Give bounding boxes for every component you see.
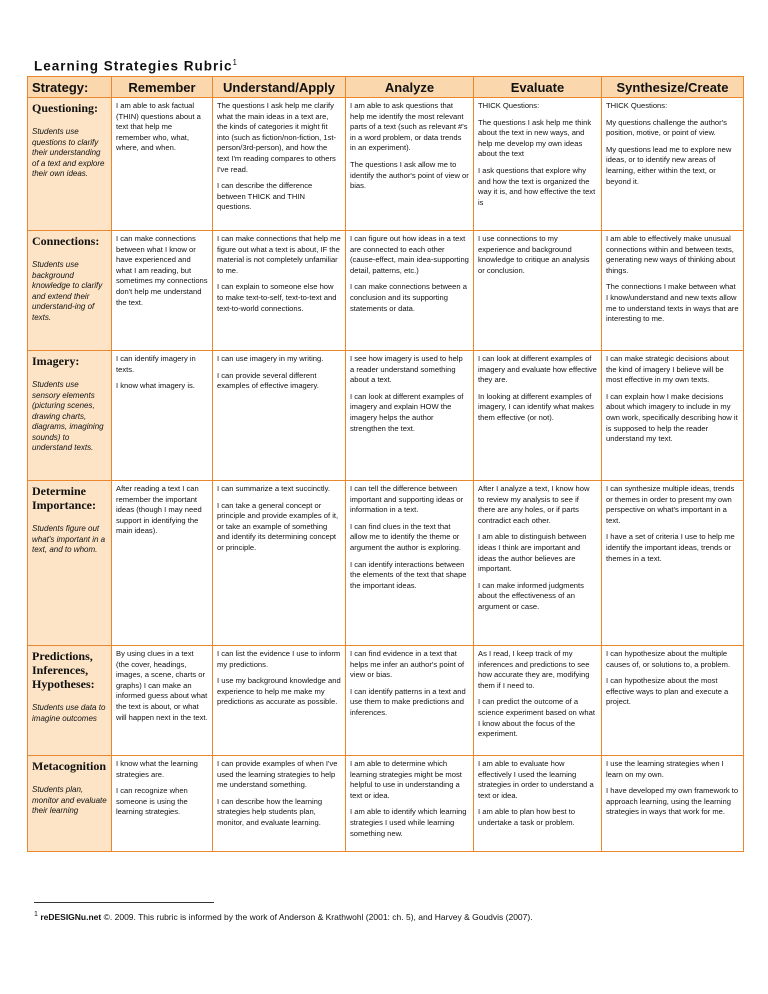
page-title	[34, 58, 238, 74]
rubric-cell	[346, 351, 474, 481]
cell-paragraph: I can tell the difference between important and supporting ideas or information in a text.	[350, 484, 464, 515]
cell-paragraph: I know what imagery is.	[116, 381, 195, 391]
cell-paragraph: I can describe the difference between THICK and THIN questions.	[217, 181, 313, 212]
cell-paragraph: I can find evidence in a text that helps me infer an author's point of view or bias.	[350, 649, 465, 680]
rubric-cell	[602, 351, 744, 481]
table-row	[28, 646, 744, 756]
table-row	[28, 481, 744, 646]
title-footnote-mark: 1	[232, 58, 238, 67]
cell-paragraph: I can hypothesize about the most effective ways to plan and execute a project.	[606, 676, 729, 707]
strategy-description: Students use questions to clarify their understanding of a text and explore their own ideas.	[32, 127, 105, 178]
strategy-name: Metacognition	[32, 759, 106, 773]
rubric-cell	[602, 98, 744, 231]
cell-paragraph: I use my background knowledge and experience to help me make my predictions as accurate as possible.	[217, 676, 341, 707]
cell-paragraph: THICK Questions:	[606, 101, 668, 110]
cell-paragraph: My questions lead me to explore new ideas, or to identify new areas of learning, either within the text, or beyond it.	[606, 144, 732, 186]
cell-paragraph: I use connections to my experience and background knowledge to critique an analysis or conclusion.	[478, 234, 590, 275]
cell-paragraph: I am able to plan how best to undertake a task or problem.	[478, 807, 576, 827]
cell-paragraph: I ask questions that explore why and how the text is organized the way it is, and how effective the text is	[478, 165, 596, 207]
strategy-name: Imagery:	[32, 354, 80, 368]
cell-paragraph: I am able to effectively make unusual connections within and between texts, generating new ways of thinking about things.	[606, 234, 736, 275]
footnote-brand: reDESIGNu.net	[40, 911, 102, 922]
strategy-cell	[28, 231, 112, 351]
cell-paragraph: I can make connections between a conclusion and its supporting statements or data.	[350, 282, 467, 313]
rubric-cell	[112, 756, 213, 852]
cell-paragraph: I see how imagery is used to help a reader understand something about a text.	[350, 354, 463, 385]
cell-paragraph: I am able to evaluate how effectively I used the learning strategies in order to understand a text or idea.	[478, 759, 594, 800]
cell-paragraph: I can describe how the learning strategies help students plan, monitor, and evaluate learning.	[217, 796, 323, 827]
cell-paragraph: I have a set of criteria I use to help me identify the important ideas, trends or themes in a text.	[606, 532, 735, 563]
header-synthesize-create: Synthesize/Create	[602, 77, 744, 98]
rubric-cell	[474, 351, 602, 481]
cell-paragraph: I can find clues in the text that allow me to identify the theme or argument the author is exploring.	[350, 521, 462, 552]
rubric-cell	[602, 756, 744, 852]
footnote	[34, 910, 533, 922]
header-remember: Remember	[112, 77, 213, 98]
header-row	[28, 77, 744, 98]
cell-paragraph: I can hypothesize about the multiple causes of, or solutions to, a problem.	[606, 649, 731, 669]
rubric-cell	[346, 231, 474, 351]
rubric-cell	[602, 646, 744, 756]
header-analyze: Analyze	[346, 77, 474, 98]
cell-paragraph: I can recognize when someone is using the learning strategies.	[116, 786, 188, 817]
cell-paragraph: I am able to determine which learning strategies might be most helpful to use in understanding a text or idea.	[350, 759, 462, 800]
cell-paragraph: I can look at different examples of imagery and evaluate how effective they are.	[478, 354, 597, 385]
footnote-divider	[34, 902, 214, 903]
cell-paragraph: I can identify patterns in a text and use them to make predictions and inferences.	[350, 686, 466, 717]
title-text: Learning Strategies Rubric	[34, 58, 233, 74]
cell-paragraph: I can explain how I make decisions about which imagery to include in my own work, specifically describing how it is supposed to help the reader understand my text.	[606, 391, 738, 444]
strategy-description: Students use background knowledge to clarify and extend their understand-ing of texts.	[32, 260, 103, 322]
strategy-name: Predictions, Inferences, Hypotheses:	[32, 649, 95, 691]
strategy-description: Students use data to imagine outcomes	[32, 703, 106, 723]
rubric-cell	[112, 231, 213, 351]
rubric-cell	[213, 756, 346, 852]
cell-paragraph: I can provide several different examples of effective imagery.	[217, 370, 319, 391]
rubric-cell	[213, 481, 346, 646]
rubric-cell	[346, 646, 474, 756]
cell-paragraph: After reading a text I can remember the important ideas (though I may need support in identifying the main ideas).	[116, 484, 202, 536]
cell-paragraph: I use the learning strategies when I learn on my own.	[606, 759, 724, 779]
cell-paragraph: My questions challenge the author's position, motive, or point of view.	[606, 117, 727, 138]
strategy-description: Students figure out what's important in a text, and to whom.	[32, 524, 106, 554]
strategy-name: Connections:	[32, 234, 100, 248]
rubric-cell	[474, 231, 602, 351]
cell-paragraph: THICK Questions:	[478, 101, 540, 110]
cell-paragraph: I can provide examples of when I've used the learning strategies to help me understand something.	[217, 759, 338, 790]
rubric-cell	[474, 481, 602, 646]
cell-paragraph: The questions I ask allow me to identify the author's point of view or bias.	[350, 159, 469, 191]
cell-paragraph: The questions I ask help me clarify what the main ideas in a text are, the kinds of categories it might fit into (such as fiction/non-fiction, 1st-person/3rd-person), and how the text I'm reading compares to others I've read.	[217, 101, 337, 174]
rubric-cell	[213, 646, 346, 756]
strategy-cell	[28, 481, 112, 646]
strategy-cell	[28, 646, 112, 756]
rubric-cell	[112, 646, 213, 756]
strategy-cell	[28, 98, 112, 231]
cell-paragraph: In looking at different examples of imagery, I can identify what makes them effective (or not).	[478, 391, 594, 422]
cell-paragraph: I am able to distinguish between ideas I think are important and ideas the author believes are important.	[478, 532, 587, 574]
footnote-text: ©. 2009. This rubric is informed by the work of Anderson & Krathwohl (2001: ch. 5), and Harvey & Goudvis (2007).	[103, 911, 533, 922]
strategy-description: Students use sensory elements (picturing scenes, drawing charts, diagrams, imagining sounds) to understand texts.	[32, 380, 104, 452]
cell-paragraph: The questions I ask help me think about the text in new ways, and help me develop my own ideas about the text	[478, 117, 592, 159]
cell-paragraph: I can list the evidence I use to inform my predictions.	[217, 649, 341, 669]
rubric-cell	[346, 481, 474, 646]
header-evaluate: Evaluate	[474, 77, 602, 98]
table-row	[28, 98, 744, 231]
strategy-name: Determine Importance:	[32, 484, 96, 512]
cell-paragraph: By using clues in a text (the cover, headings, images, a scene, charts or graphs) I can make an informed guess about what the text is about, or what will happen next in the text.	[116, 649, 208, 722]
rubric-cell	[112, 98, 213, 231]
cell-paragraph: I can predict the outcome of a science experiment based on what I know about the focus of the experiment.	[478, 697, 595, 739]
cell-paragraph: I can synthesize multiple ideas, trends or themes in order to present my own perspective on what's important in a text.	[606, 484, 735, 525]
rubric-cell	[346, 756, 474, 852]
header-strategy: Strategy:	[28, 77, 112, 98]
rubric-cell	[602, 481, 744, 646]
cell-paragraph: I can make informed judgments about the effectiveness of an argument or case.	[478, 580, 584, 611]
cell-paragraph: The connections I make between what I know/understand and new texts allow me to understand texts in ways that are interesting to me.	[606, 282, 739, 324]
cell-paragraph: I can figure out how ideas in a text are connected to each other (cause-effect, main idea-supporting detail, patterns, etc.)	[350, 234, 469, 275]
strategy-description: Students plan, monitor and evaluate their learning	[32, 785, 107, 815]
rubric-cell	[213, 98, 346, 231]
table-row	[28, 231, 744, 351]
cell-paragraph: I can identify interactions between the elements of the text that shape the important ideas.	[350, 559, 467, 590]
rubric-cell	[112, 351, 213, 481]
cell-paragraph: After I analyze a text, I know how to review my analysis to see if there are any holes, or if parts contradict each other.	[478, 484, 590, 525]
strategy-name: Questioning:	[32, 101, 99, 115]
rubric-cell	[474, 756, 602, 852]
cell-paragraph: I am able to ask factual (THIN) questions about a text that help me remember who, what, where, and when.	[116, 101, 201, 153]
cell-paragraph: As I read, I keep track of my inferences and predictions to see how accurate they are, modifying them if I need to.	[478, 649, 590, 690]
rubric-cell	[474, 646, 602, 756]
table-row	[28, 351, 744, 481]
cell-paragraph: I can take a general concept or principle and provide examples of it, or take an example of something and identify its determining concept or principle.	[217, 500, 339, 552]
rubric-cell	[602, 231, 744, 351]
cell-paragraph: I can identify imagery in texts.	[116, 354, 196, 374]
rubric-cell	[474, 98, 602, 231]
cell-paragraph: I can make connections between what I know or have experienced and what I am reading, but sometimes my connections don't help me understand the text.	[116, 234, 208, 307]
table-row	[28, 756, 744, 852]
cell-paragraph: I can summarize a text succinctly.	[217, 484, 330, 493]
rubric-table	[27, 76, 744, 852]
strategy-cell	[28, 756, 112, 852]
header-understand-apply: Understand/Apply	[213, 77, 346, 98]
rubric-cell	[213, 351, 346, 481]
rubric-cell	[346, 98, 474, 231]
cell-paragraph: I can look at different examples of imagery and explain HOW the imagery helps the author strengthen the text.	[350, 391, 464, 433]
cell-paragraph: I can explain to someone else how to make text-to-self, text-to-text and text-to-world connections.	[217, 282, 337, 313]
cell-paragraph: I can make connections that help me figure out what a text is about, IF the material is not completely unfamiliar to me.	[217, 234, 341, 275]
footnote-mark: 1	[34, 910, 38, 918]
rubric-cell	[213, 231, 346, 351]
strategy-cell	[28, 351, 112, 481]
cell-paragraph: I am able to identify which learning strategies I used while learning something new.	[350, 807, 467, 838]
cell-paragraph: I can use imagery in my writing.	[217, 354, 324, 363]
cell-paragraph: I have developed my own framework to approach learning, using the learning strategies in ways that work for me.	[606, 786, 739, 817]
cell-paragraph: I can make strategic decisions about the kind of imagery I believe will be most effective in my own texts.	[606, 354, 729, 385]
rubric-cell	[112, 481, 213, 646]
cell-paragraph: I know what the learning strategies are.	[116, 759, 198, 779]
cell-paragraph: I am able to ask questions that help me identify the most relevant parts of a text (such as relevant #'s in a word problem, or data trends in an experiment).	[350, 101, 468, 153]
